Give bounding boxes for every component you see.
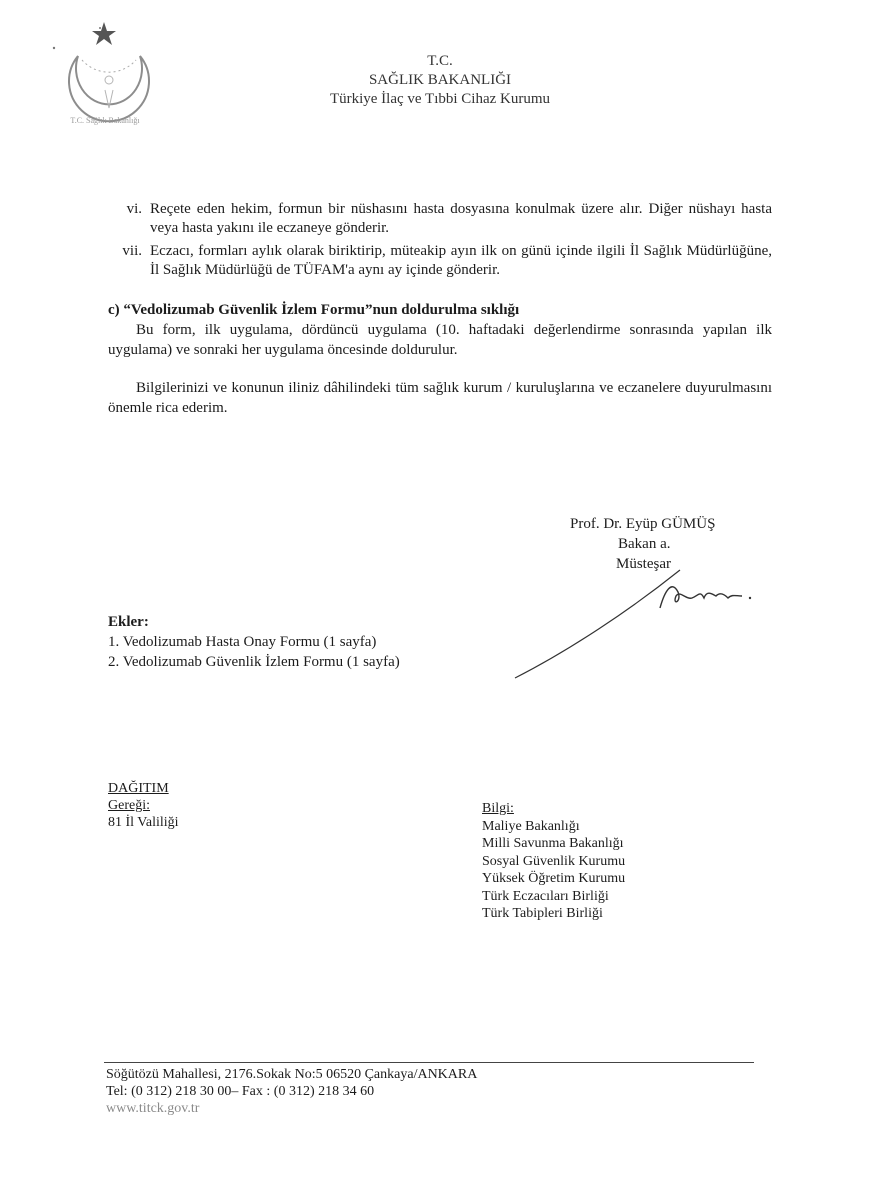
- bilgi-list: [482, 800, 625, 923]
- signatory-name: Prof. Dr. Eyüp GÜMÜŞ: [570, 516, 716, 532]
- bilgi-item: Yüksek Öğretim Kurumu: [482, 871, 626, 886]
- logo-caption: T.C. Sağlık Bakanlığı: [70, 116, 140, 125]
- handwritten-signature: [510, 560, 770, 685]
- crescent-star-logo-icon: [42, 18, 172, 148]
- list-item-text: Eczacı, formları aylık olarak biriktirip, müteakip ayın ilk on günü içinde ilgili İl Sağlık Müdürlüğüne, İl Sağlık Müdürlüğü de TÜFAM'a aynı ay içinde gönderir.: [150, 243, 772, 278]
- distribution-title: DAĞITIM: [108, 781, 169, 796]
- signatory-title: Bakan a.: [618, 536, 671, 552]
- gereği-item: 81 İl Valiliği: [108, 815, 179, 830]
- attachments-title: Ekler:: [108, 614, 149, 630]
- numbered-list: [108, 200, 772, 284]
- letterhead: [300, 52, 580, 109]
- list-item: [108, 242, 772, 280]
- bilgi-item: Türk Tabipleri Birliği: [482, 906, 603, 921]
- gereği-label: Gereği:: [108, 798, 150, 813]
- section-c: [108, 300, 772, 360]
- distribution: [108, 780, 179, 831]
- attachments: [108, 612, 508, 672]
- footer-phone: Tel: (0 312) 218 30 00– Fax : (0 312) 218 34 60: [106, 1084, 375, 1099]
- bilgi-item: Maliye Bakanlığı: [482, 818, 580, 834]
- letterhead-line-1: T.C.: [427, 53, 453, 69]
- attachment-item: 1. Vedolizumab Hasta Onay Formu (1 sayfa): [108, 634, 377, 650]
- section-c-title: c) “Vedolizumab Güvenlik İzlem Formu”nun doldurulma sıklığı: [108, 302, 520, 318]
- footer-divider: [104, 1062, 754, 1063]
- letterhead-line-2: SAĞLIK BAKANLIĞI: [368, 72, 512, 88]
- list-item-number: vi.: [126, 201, 142, 217]
- footer-address: Söğütözü Mahallesi, 2176.Sokak No:5 06520 Çankaya/ANKARA: [106, 1067, 478, 1082]
- bilgi-item: Milli Savunma Bakanlığı: [482, 836, 624, 851]
- footer: [106, 1066, 477, 1117]
- bilgi-label: Bilgi:: [482, 801, 514, 816]
- list-item-text: Reçete eden hekim, formun bir nüshasını hasta dosyasına konulmak üzere alır. Diğer nüshayı hasta veya hasta yakını ile eczaneye gönderir.: [150, 201, 772, 236]
- bilgi-item: Sosyal Güvenlik Kurumu: [482, 853, 626, 869]
- closing-paragraph: Bilgilerinizi ve konunun iliniz dâhilindeki tüm sağlık kurum / kuruluşlarına ve eczanelere duyurulmasını önemle rica ederim.: [108, 380, 772, 416]
- signatory-role: Müsteşar: [616, 556, 671, 572]
- attachment-item: 2. Vedolizumab Güvenlik İzlem Formu (1 sayfa): [108, 654, 400, 670]
- letterhead-line-3: Türkiye İlaç ve Tıbbi Cihaz Kurumu: [329, 91, 551, 107]
- list-item: [108, 200, 772, 238]
- bilgi-item: Türk Eczacıları Birliği: [482, 888, 609, 904]
- list-item-number: vii.: [122, 243, 142, 259]
- footer-website: www.titck.gov.tr: [106, 1101, 200, 1116]
- section-c-body: Bu form, ilk uygulama, dördüncü uygulama (10. haftadaki değerlendirme sonrasında yapılan ilk uygulama) ve sonraki her uygulama öncesinde doldurulur.: [108, 322, 772, 358]
